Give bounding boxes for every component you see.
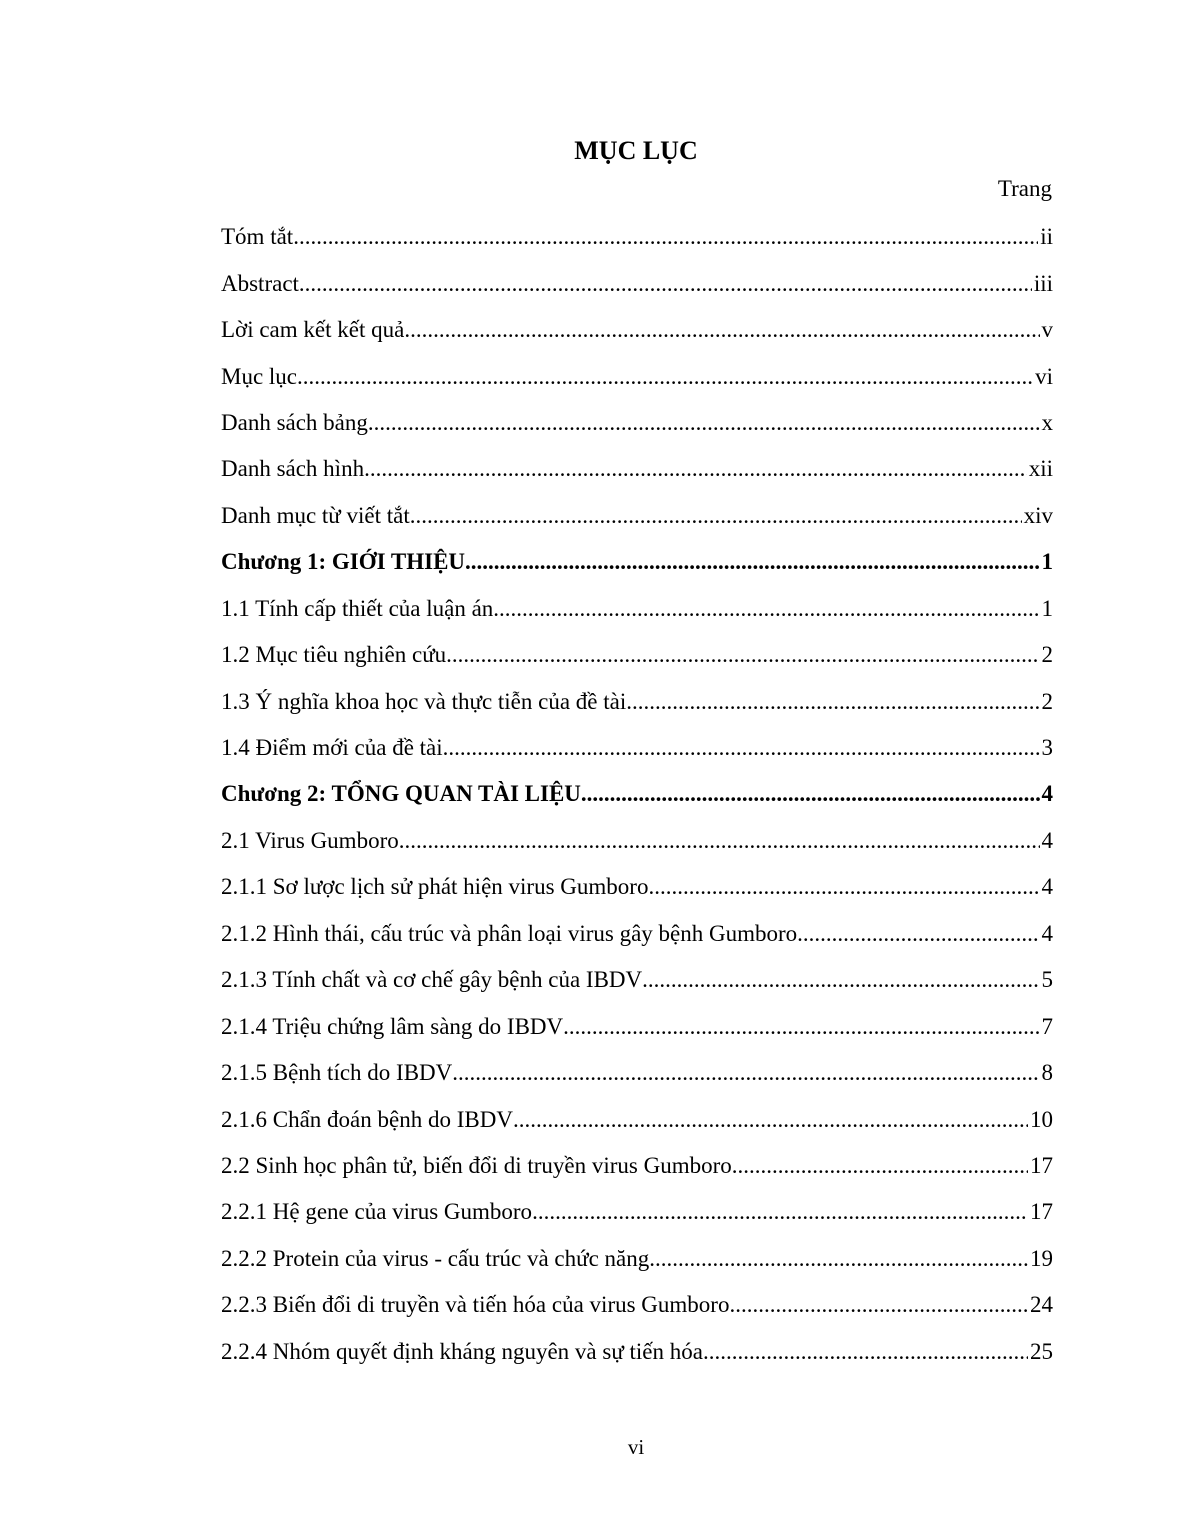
toc-entry-page: 3: [1041, 735, 1053, 761]
toc-dot-leader: [581, 781, 1040, 807]
toc-entry-title: 2.1 Virus Gumboro: [221, 827, 399, 853]
toc-entry-page: xiv: [1023, 502, 1053, 528]
toc-entry-page: 10: [1030, 1106, 1053, 1132]
toc-entry[interactable]: [221, 1003, 1053, 1049]
toc-entry-title: Tóm tắt: [221, 224, 294, 250]
toc-entry-page: x: [1041, 409, 1053, 435]
toc-entry-title: 1.1 Tính cấp thiết của luận án: [221, 595, 494, 621]
toc-entry-page: 25: [1030, 1338, 1053, 1364]
toc-entry-page: vi: [1035, 363, 1053, 389]
toc-entry-title: 2.2.3 Biến đổi di truyền và tiến hóa của virus Gumboro: [221, 1292, 730, 1318]
toc-entry[interactable]: [221, 1236, 1053, 1282]
toc-entry-page: 5: [1041, 967, 1053, 993]
toc-dot-leader: [404, 317, 1039, 343]
toc-entry-title: Lời cam kết kết quả: [221, 317, 405, 343]
toc-entry-title: Chương 2: TỔNG QUAN TÀI LIỆU: [221, 781, 581, 807]
toc-entry-title: Mục lục: [221, 363, 298, 389]
toc-entry-title: 1.2 Mục tiêu nghiên cứu: [221, 642, 447, 668]
toc-dot-leader: [532, 1199, 1028, 1225]
toc-entry[interactable]: [221, 957, 1053, 1003]
toc-dot-leader: [732, 1153, 1028, 1179]
toc-chapter-entry[interactable]: [221, 771, 1053, 817]
toc-dot-leader: [493, 596, 1039, 622]
toc-entry-page: 19: [1030, 1245, 1053, 1271]
toc-entry[interactable]: [221, 632, 1053, 678]
toc-dot-leader: [364, 456, 1027, 482]
toc-dot-leader: [368, 410, 1040, 436]
toc-entry[interactable]: [221, 1096, 1053, 1142]
toc-dot-leader: [443, 735, 1040, 761]
page-column-label: Trang: [997, 176, 1052, 201]
toc-entry[interactable]: [221, 446, 1053, 492]
toc-entry-title: 1.3 Ý nghĩa khoa học và thực tiễn của đề tài: [221, 688, 627, 714]
toc-entry-page: 8: [1041, 1060, 1053, 1086]
toc-chapter-entry[interactable]: [221, 539, 1053, 585]
toc-entry-page: v: [1041, 317, 1053, 343]
toc-entry-page: 1: [1041, 595, 1053, 621]
toc-entry-page: 4: [1041, 827, 1053, 853]
toc-dot-leader: [410, 503, 1022, 529]
toc-dot-leader: [399, 828, 1040, 854]
toc-dot-leader: [293, 224, 1038, 250]
toc-entry[interactable]: [221, 493, 1053, 539]
toc-dot-leader: [703, 1339, 1028, 1365]
toc-dot-leader: [648, 874, 1039, 900]
toc-entry-page: 2: [1041, 642, 1053, 668]
toc-entry[interactable]: [221, 1143, 1053, 1189]
toc-entry[interactable]: [221, 214, 1053, 260]
toc-entry[interactable]: [221, 911, 1053, 957]
toc-entry-title: 2.2 Sinh học phân tử, biến đổi di truyền virus Gumboro: [221, 1152, 732, 1178]
toc-entry[interactable]: [221, 1050, 1053, 1096]
toc-dot-leader: [729, 1292, 1028, 1318]
footer-page-number: vi: [627, 1435, 645, 1459]
table-of-contents: [221, 214, 1053, 1375]
toc-entry[interactable]: [221, 725, 1053, 771]
toc-entry[interactable]: [221, 353, 1053, 399]
toc-entry-title: Danh sách hình: [221, 456, 365, 482]
toc-entry-title: 2.2.2 Protein của virus - cấu trúc và chức năng: [221, 1245, 650, 1271]
toc-entry-page: 17: [1030, 1199, 1053, 1225]
toc-entry-title: 2.1.3 Tính chất và cơ chế gây bệnh của IBDV: [221, 967, 643, 993]
toc-entry[interactable]: [221, 307, 1053, 353]
toc-entry-page: 1: [1041, 549, 1053, 575]
toc-entry[interactable]: [221, 1282, 1053, 1328]
toc-entry-page: 7: [1041, 1013, 1053, 1039]
toc-entry[interactable]: [221, 400, 1053, 446]
toc-dot-leader: [299, 271, 1032, 297]
toc-entry[interactable]: [221, 1329, 1053, 1375]
toc-entry-page: 24: [1030, 1292, 1053, 1318]
toc-dot-leader: [452, 1060, 1039, 1086]
toc-dot-leader: [563, 1014, 1039, 1040]
page-title: MỤC LỤC: [574, 136, 698, 165]
toc-entry[interactable]: [221, 260, 1053, 306]
toc-entry-title: Danh mục từ viết tắt: [221, 502, 410, 528]
toc-entry-page: 4: [1041, 874, 1053, 900]
toc-dot-leader: [642, 967, 1039, 993]
toc-entry-title: 2.1.2 Hình thái, cấu trúc và phân loại virus gây bệnh Gumboro: [221, 920, 798, 946]
toc-entry-title: Danh sách bảng: [221, 409, 368, 435]
toc-entry-title: Chương 1: GIỚI THIỆU: [221, 549, 466, 575]
toc-entry-page: ii: [1040, 224, 1053, 250]
toc-dot-leader: [513, 1107, 1028, 1133]
toc-entry[interactable]: [221, 1189, 1053, 1235]
toc-entry-page: 17: [1030, 1152, 1053, 1178]
toc-entry-page: iii: [1033, 270, 1053, 296]
toc-entry-title: 2.2.4 Nhóm quyết định kháng nguyên và sự tiến hóa: [221, 1338, 703, 1364]
toc-entry-title: 2.1.1 Sơ lược lịch sử phát hiện virus Gumboro: [221, 874, 649, 900]
toc-entry-page: 4: [1041, 781, 1053, 807]
toc-dot-leader: [465, 549, 1039, 575]
toc-entry-page: 2: [1041, 688, 1053, 714]
toc-entry[interactable]: [221, 586, 1053, 632]
toc-entry-title: 1.4 Điểm mới của đề tài: [221, 735, 443, 761]
toc-entry-title: 2.1.5 Bệnh tích do IBDV: [221, 1060, 453, 1086]
toc-entry[interactable]: [221, 678, 1053, 724]
toc-dot-leader: [649, 1246, 1028, 1272]
toc-entry-title: Abstract: [221, 270, 299, 296]
toc-entry-title: 2.1.6 Chẩn đoán bệnh do IBDV: [221, 1106, 513, 1132]
toc-dot-leader: [297, 364, 1033, 390]
toc-entry-title: 2.1.4 Triệu chứng lâm sàng do IBDV: [221, 1013, 564, 1039]
toc-entry[interactable]: [221, 818, 1053, 864]
toc-entry-page: xii: [1028, 456, 1053, 482]
toc-entry[interactable]: [221, 864, 1053, 910]
toc-dot-leader: [626, 689, 1039, 715]
toc-entry-title: 2.2.1 Hệ gene của virus Gumboro: [221, 1199, 533, 1225]
toc-entry-page: 4: [1041, 920, 1053, 946]
toc-dot-leader: [797, 921, 1039, 947]
toc-dot-leader: [446, 642, 1039, 668]
